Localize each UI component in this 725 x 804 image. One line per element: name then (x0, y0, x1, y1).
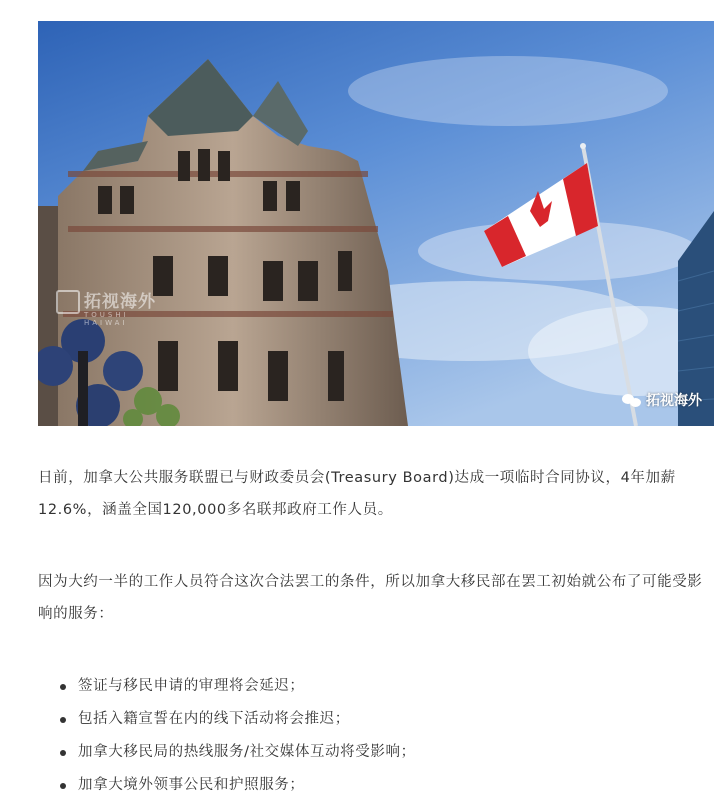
wechat-icon (622, 393, 642, 408)
list-item: 签证与移民申请的审理将会延迟； (38, 670, 714, 703)
logo-box-icon (56, 290, 80, 314)
paragraph-affected-services: 因为大约一半的工作人员符合这次合法罢工的条件，所以加拿大移民部在罢工初始就公布了可能受影响的服务： (38, 574, 703, 622)
bullet-icon (60, 684, 66, 690)
affected-services-list (38, 670, 714, 802)
watermark-logo-left: 拓视海外 TOUSHI HAIWAI (56, 287, 176, 321)
bullet-icon (60, 717, 66, 723)
hero-image (38, 21, 714, 426)
bullet-icon (60, 783, 66, 789)
list-item: 包括入籍宣誓在内的线下活动将会推迟； (38, 703, 714, 736)
list-item: 加拿大移民局的热线服务/社交媒体互动将受影响； (38, 736, 714, 769)
bullet-icon (60, 750, 66, 756)
list-item: 加拿大境外领事公民和护照服务； (38, 769, 714, 802)
paragraph-agreement: 日前，加拿大公共服务联盟已与财政委员会(Treasury Board)达成一项临时合同协议，4年加薪12.6%，涵盖全国120,000多名联邦政府工作人员。 (38, 470, 676, 518)
watermark-wechat: 拓视海外 (622, 390, 702, 410)
